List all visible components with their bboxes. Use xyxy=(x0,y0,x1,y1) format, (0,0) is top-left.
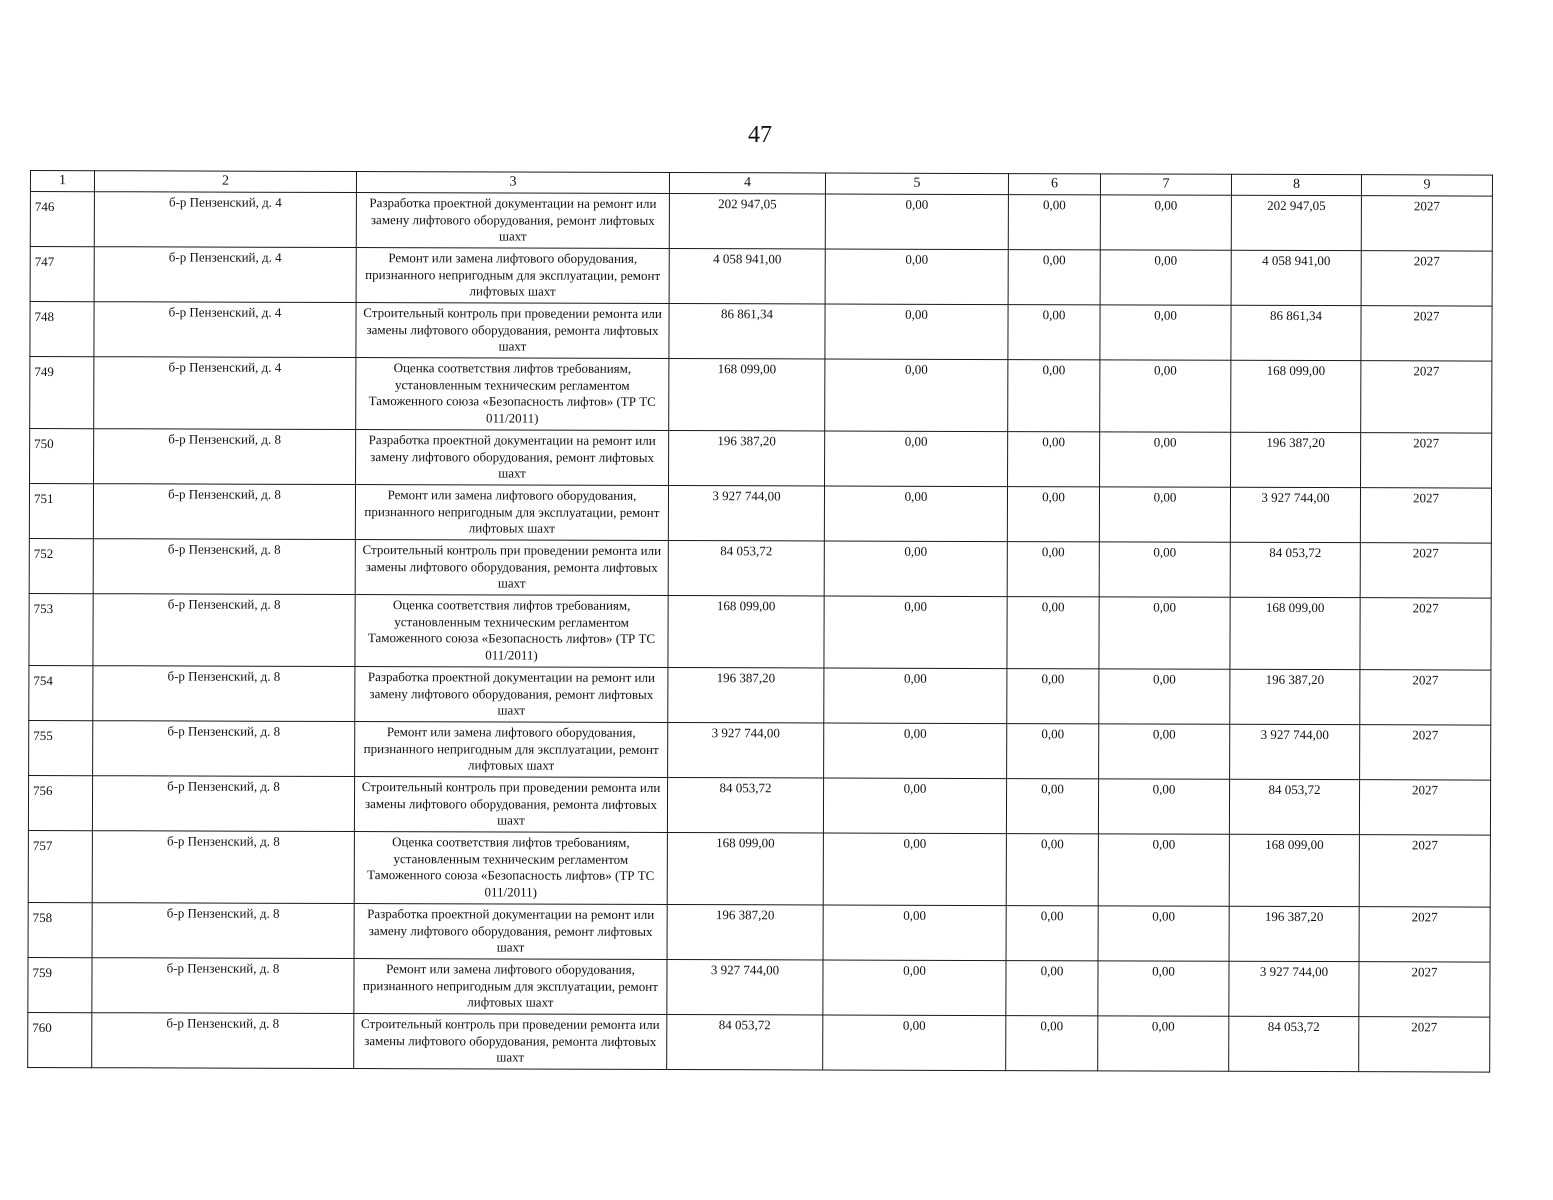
col8-value-cell: 84 053,72 xyxy=(1229,779,1359,834)
col6-value-cell: 0,00 xyxy=(1007,487,1099,542)
work-description-cell: Строительный контроль при проведении ремонта или замены лифтового оборудования, ремонта лифтовых шахт xyxy=(355,540,668,596)
work-description-cell: Строительный контроль при проведении ремонта или замены лифтового оборудования, ремонта лифтовых шахт xyxy=(354,777,667,833)
col6-value-cell: 0,00 xyxy=(1006,779,1098,834)
table-row xyxy=(28,902,1490,962)
col5-value-cell: 0,00 xyxy=(823,833,1006,906)
total-cost-cell: 168 099,00 xyxy=(667,833,823,905)
table-row xyxy=(30,192,1492,252)
col5-value-cell: 0,00 xyxy=(824,596,1007,669)
col8-value-cell: 3 927 744,00 xyxy=(1229,961,1359,1016)
work-description-cell: Разработка проектной документации на ремонт или замену лифтового оборудования, ремонт лифтовых шахт xyxy=(354,904,667,960)
work-description-cell: Оценка соответствия лифтов требованиям, установленным техническим регламентом Таможенного союза «Безопасность лифтов» (ТР ТС 011/2011) xyxy=(356,358,669,431)
year-cell: 2027 xyxy=(1359,962,1490,1017)
table-row xyxy=(28,1012,1490,1072)
col7-value-cell: 0,00 xyxy=(1100,360,1231,432)
col7-value-cell: 0,00 xyxy=(1098,834,1229,906)
col5-value-cell: 0,00 xyxy=(825,194,1008,250)
year-cell: 2027 xyxy=(1361,433,1492,488)
column-header-4: 4 xyxy=(669,173,825,194)
year-cell: 2027 xyxy=(1361,196,1492,251)
column-header-6: 6 xyxy=(1008,174,1100,195)
work-description-cell: Ремонт или замена лифтового оборудования, признанного непригодным для эксплуатации, ремонт лифтовых шахт xyxy=(355,485,668,541)
total-cost-cell: 196 387,20 xyxy=(668,668,824,723)
total-cost-cell: 3 927 744,00 xyxy=(668,486,824,541)
col7-value-cell: 0,00 xyxy=(1098,906,1229,961)
col5-value-cell: 0,00 xyxy=(824,723,1007,779)
table-row xyxy=(28,830,1490,907)
col7-value-cell: 0,00 xyxy=(1100,250,1231,305)
address-cell: б-р Пензенский, д. 8 xyxy=(92,831,354,904)
work-description-cell: Ремонт или замена лифтового оборудования, признанного непригодным для эксплуатации, ремонт лифтовых шахт xyxy=(355,722,668,778)
col6-value-cell: 0,00 xyxy=(1006,961,1098,1016)
column-header-5: 5 xyxy=(825,173,1008,195)
col5-value-cell: 0,00 xyxy=(823,1015,1006,1071)
address-cell: б-р Пензенский, д. 4 xyxy=(94,247,356,303)
col8-value-cell: 196 387,20 xyxy=(1230,669,1360,724)
col8-value-cell: 168 099,00 xyxy=(1229,834,1359,906)
year-cell: 2027 xyxy=(1360,488,1491,543)
work-description-cell: Строительный контроль при проведении ремонта или замены лифтового оборудования, ремонта лифтовых шахт xyxy=(354,1014,667,1070)
address-cell: б-р Пензенский, д. 4 xyxy=(94,302,356,358)
address-cell: б-р Пензенский, д. 4 xyxy=(94,357,356,430)
year-cell: 2027 xyxy=(1361,361,1492,433)
col6-value-cell: 0,00 xyxy=(1008,432,1100,487)
work-description-cell: Разработка проектной документации на ремонт или замену лифтового оборудования, ремонт лифтовых шахт xyxy=(355,667,668,723)
year-cell: 2027 xyxy=(1359,780,1490,835)
table-row xyxy=(28,775,1490,835)
table-row xyxy=(29,538,1491,598)
row-number: 759 xyxy=(28,957,92,1012)
total-cost-cell: 168 099,00 xyxy=(668,596,824,668)
work-description-cell: Оценка соответствия лифтов требованиям, установленным техническим регламентом Таможенного союза «Безопасность лифтов» (ТР ТС 011/2011) xyxy=(355,595,668,668)
table-row xyxy=(29,484,1491,544)
total-cost-cell: 3 927 744,00 xyxy=(667,960,823,1015)
column-header-8: 8 xyxy=(1231,174,1361,195)
address-cell: б-р Пензенский, д. 8 xyxy=(93,666,355,722)
col8-value-cell: 168 099,00 xyxy=(1231,360,1361,432)
total-cost-cell: 196 387,20 xyxy=(669,431,825,486)
total-cost-cell: 86 861,34 xyxy=(669,304,825,359)
row-number: 748 xyxy=(30,302,94,357)
year-cell: 2027 xyxy=(1361,251,1492,306)
col6-value-cell: 0,00 xyxy=(1008,195,1100,250)
row-number: 756 xyxy=(28,775,92,830)
col5-value-cell: 0,00 xyxy=(825,359,1008,432)
row-number: 751 xyxy=(29,484,93,539)
address-cell: б-р Пензенский, д. 8 xyxy=(94,429,356,485)
address-cell: б-р Пензенский, д. 8 xyxy=(92,776,354,832)
table-row xyxy=(29,720,1491,780)
year-cell: 2027 xyxy=(1359,1017,1490,1072)
total-cost-cell: 4 058 941,00 xyxy=(669,249,825,304)
col6-value-cell: 0,00 xyxy=(1007,724,1099,779)
year-cell: 2027 xyxy=(1359,835,1490,907)
col8-value-cell: 86 861,34 xyxy=(1231,305,1361,360)
total-cost-cell: 84 053,72 xyxy=(668,541,824,596)
col6-value-cell: 0,00 xyxy=(1008,305,1100,360)
work-description-cell: Оценка соответствия лифтов требованиям, установленным техническим регламентом Таможенного союза «Безопасность лифтов» (ТР ТС 011/2011) xyxy=(354,832,667,905)
col8-value-cell: 84 053,72 xyxy=(1230,542,1360,597)
total-cost-cell: 84 053,72 xyxy=(667,778,823,833)
col6-value-cell: 0,00 xyxy=(1007,669,1099,724)
row-number: 758 xyxy=(28,902,92,957)
col7-value-cell: 0,00 xyxy=(1100,305,1231,360)
row-number: 753 xyxy=(29,593,93,665)
works-table xyxy=(27,170,1493,1073)
document-sheet xyxy=(27,170,1492,1073)
row-number: 760 xyxy=(28,1012,92,1067)
col5-value-cell: 0,00 xyxy=(823,905,1006,961)
table-row xyxy=(30,302,1492,362)
col8-value-cell: 84 053,72 xyxy=(1229,1016,1359,1071)
address-cell: б-р Пензенский, д. 8 xyxy=(93,721,355,777)
table-row xyxy=(29,665,1491,725)
col7-value-cell: 0,00 xyxy=(1099,597,1230,669)
col6-value-cell: 0,00 xyxy=(1007,542,1099,597)
column-header-9: 9 xyxy=(1361,175,1492,196)
col5-value-cell: 0,00 xyxy=(824,668,1007,724)
row-number: 750 xyxy=(30,429,94,484)
page-number: 47 xyxy=(748,122,772,148)
col8-value-cell: 3 927 744,00 xyxy=(1230,724,1360,779)
col7-value-cell: 0,00 xyxy=(1099,669,1230,724)
col8-value-cell: 202 947,05 xyxy=(1231,195,1361,250)
year-cell: 2027 xyxy=(1359,907,1490,962)
address-cell: б-р Пензенский, д. 8 xyxy=(93,539,355,595)
row-number: 746 xyxy=(30,192,94,247)
row-number: 755 xyxy=(29,720,93,775)
col8-value-cell: 3 927 744,00 xyxy=(1230,487,1360,542)
col6-value-cell: 0,00 xyxy=(1006,906,1098,961)
year-cell: 2027 xyxy=(1360,725,1491,780)
col7-value-cell: 0,00 xyxy=(1098,1016,1229,1071)
work-description-cell: Ремонт или замена лифтового оборудования, признанного непригодным для эксплуатации, ремонт лифтовых шахт xyxy=(356,248,669,304)
year-cell: 2027 xyxy=(1361,306,1492,361)
total-cost-cell: 84 053,72 xyxy=(667,1015,823,1070)
col5-value-cell: 0,00 xyxy=(824,541,1007,597)
col5-value-cell: 0,00 xyxy=(825,249,1008,305)
col8-value-cell: 4 058 941,00 xyxy=(1231,250,1361,305)
col8-value-cell: 196 387,20 xyxy=(1231,432,1361,487)
col8-value-cell: 168 099,00 xyxy=(1230,597,1360,669)
work-description-cell: Ремонт или замена лифтового оборудования, признанного непригодным для эксплуатации, ремонт лифтовых шахт xyxy=(354,959,667,1015)
col6-value-cell: 0,00 xyxy=(1008,360,1100,432)
column-header-1: 1 xyxy=(30,171,94,192)
row-number: 747 xyxy=(30,247,94,302)
col6-value-cell: 0,00 xyxy=(1007,597,1099,669)
col6-value-cell: 0,00 xyxy=(1006,834,1098,906)
work-description-cell: Разработка проектной документации на ремонт или замену лифтового оборудования, ремонт лифтовых шахт xyxy=(356,193,669,249)
col7-value-cell: 0,00 xyxy=(1099,487,1230,542)
year-cell: 2027 xyxy=(1360,598,1491,670)
col7-value-cell: 0,00 xyxy=(1098,779,1229,834)
col5-value-cell: 0,00 xyxy=(825,431,1008,487)
col6-value-cell: 0,00 xyxy=(1006,1016,1098,1071)
address-cell: б-р Пензенский, д. 8 xyxy=(93,484,355,540)
year-cell: 2027 xyxy=(1360,543,1491,598)
column-header-3: 3 xyxy=(356,172,669,194)
table-row xyxy=(29,593,1491,670)
address-cell: б-р Пензенский, д. 4 xyxy=(94,192,356,248)
col7-value-cell: 0,00 xyxy=(1098,961,1229,1016)
row-number: 754 xyxy=(29,665,93,720)
address-cell: б-р Пензенский, д. 8 xyxy=(92,958,354,1014)
table-row xyxy=(30,357,1492,434)
col5-value-cell: 0,00 xyxy=(823,960,1006,1016)
col6-value-cell: 0,00 xyxy=(1008,250,1100,305)
work-description-cell: Разработка проектной документации на ремонт или замену лифтового оборудования, ремонт лифтовых шахт xyxy=(356,430,669,486)
col5-value-cell: 0,00 xyxy=(825,304,1008,360)
row-number: 749 xyxy=(30,357,94,429)
col7-value-cell: 0,00 xyxy=(1100,195,1231,250)
row-number: 752 xyxy=(29,538,93,593)
col8-value-cell: 196 387,20 xyxy=(1229,906,1359,961)
col7-value-cell: 0,00 xyxy=(1099,542,1230,597)
address-cell: б-р Пензенский, д. 8 xyxy=(92,903,354,959)
col7-value-cell: 0,00 xyxy=(1099,724,1230,779)
address-cell: б-р Пензенский, д. 8 xyxy=(92,1013,354,1069)
work-description-cell: Строительный контроль при проведении ремонта или замены лифтового оборудования, ремонта лифтовых шахт xyxy=(356,303,669,359)
address-cell: б-р Пензенский, д. 8 xyxy=(93,594,355,667)
col5-value-cell: 0,00 xyxy=(824,486,1007,542)
column-header-7: 7 xyxy=(1100,174,1231,195)
total-cost-cell: 168 099,00 xyxy=(669,359,825,431)
year-cell: 2027 xyxy=(1360,670,1491,725)
table-row xyxy=(30,429,1492,489)
table-row xyxy=(28,957,1490,1017)
total-cost-cell: 196 387,20 xyxy=(667,905,823,960)
table-row xyxy=(30,247,1492,307)
column-header-2: 2 xyxy=(94,171,356,193)
col7-value-cell: 0,00 xyxy=(1100,432,1231,487)
col5-value-cell: 0,00 xyxy=(823,778,1006,834)
total-cost-cell: 3 927 744,00 xyxy=(668,723,824,778)
row-number: 757 xyxy=(28,830,92,902)
total-cost-cell: 202 947,05 xyxy=(669,194,825,249)
